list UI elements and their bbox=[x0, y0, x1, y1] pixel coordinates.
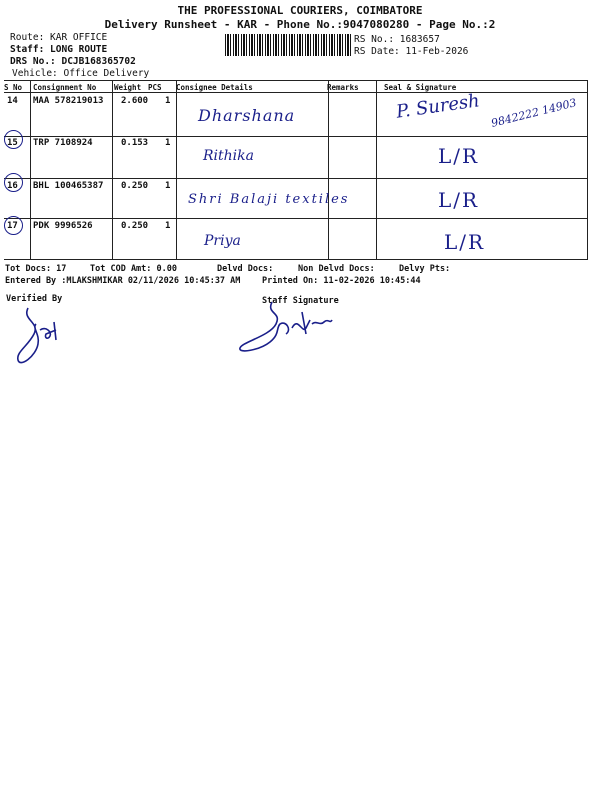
col-divider bbox=[30, 80, 31, 259]
col-header-consignee: Consignee Details bbox=[176, 83, 253, 92]
table-top-border bbox=[4, 80, 588, 81]
col-divider bbox=[587, 80, 588, 259]
col-header-consignment: Consignment No bbox=[33, 83, 97, 92]
row-weight: 0.250 bbox=[121, 221, 149, 231]
consignee-handwriting: Priya bbox=[204, 233, 241, 249]
verified-by-label: Verified By bbox=[6, 294, 63, 304]
staff-signature-label: Staff Signature bbox=[262, 296, 339, 306]
verified-by-signature bbox=[10, 300, 80, 370]
row-consignment: TRP 7108924 bbox=[33, 138, 93, 148]
consignee-handwriting: Shri Balaji textiles bbox=[188, 192, 350, 207]
seal-phone-note: 9842222 14903 bbox=[489, 96, 578, 130]
col-header-sno: S No bbox=[4, 83, 23, 92]
staff-signature-scribble bbox=[236, 298, 346, 358]
col-divider bbox=[176, 80, 177, 259]
col-divider bbox=[112, 80, 113, 259]
total-docs: Tot Docs: 17 bbox=[5, 264, 67, 274]
vehicle-label: Vehicle: Office Delivery bbox=[12, 68, 150, 79]
row-pcs: 1 bbox=[165, 181, 171, 191]
row-pcs: 1 bbox=[165, 221, 171, 231]
row-pcs: 1 bbox=[165, 96, 171, 106]
staff-label: Staff: LONG ROUTE bbox=[10, 44, 108, 55]
row-sno: 14 bbox=[7, 96, 18, 106]
delivered-docs: Delvd Docs: bbox=[217, 264, 274, 274]
delivery-points: Delvy Pts: bbox=[399, 264, 451, 274]
company-title: THE PROFESSIONAL COURIERS, COIMBATORE bbox=[177, 4, 423, 17]
route-label: Route: KAR OFFICE bbox=[10, 32, 108, 43]
row-weight: 2.600 bbox=[121, 96, 149, 106]
printed-on: Printed On: 11-02-2026 10:45:44 bbox=[262, 276, 421, 286]
col-header-weight: Weight bbox=[114, 83, 142, 92]
entered-by: Entered By :MLAKSHMIKAR 02/11/2026 10:45:37 AM bbox=[5, 276, 241, 286]
consignee-handwriting: Rithika bbox=[203, 148, 254, 164]
row-sno: 15 bbox=[7, 138, 18, 148]
row-weight: 0.153 bbox=[121, 138, 149, 148]
row-pcs: 1 bbox=[165, 138, 171, 148]
runsheet-subtitle: Delivery Runsheet - KAR - Phone No.:9047080280 - Page No.:2 bbox=[104, 18, 496, 31]
rs-number: RS No.: 1683657 bbox=[354, 34, 440, 45]
row-consignment: BHL 100465387 bbox=[33, 181, 104, 191]
header-bottom-border bbox=[4, 92, 588, 93]
consignee-handwriting: Dharshana bbox=[198, 106, 296, 125]
col-header-seal: Seal & Signature bbox=[384, 83, 457, 92]
drs-number: DRS No.: DCJB168365702 bbox=[10, 56, 136, 67]
row-sno: 16 bbox=[7, 181, 18, 191]
barcode bbox=[225, 34, 351, 56]
row-divider bbox=[4, 178, 588, 179]
seal-lr-mark: L/R bbox=[438, 188, 480, 212]
table-bottom-border bbox=[4, 259, 588, 260]
row-consignment: PDK 9996526 bbox=[33, 221, 93, 231]
col-header-remarks: Remarks bbox=[327, 83, 359, 92]
row-divider bbox=[4, 136, 588, 137]
row-weight: 0.250 bbox=[121, 181, 149, 191]
col-divider bbox=[376, 80, 377, 259]
col-header-pcs: PCS bbox=[148, 83, 162, 92]
row-sno: 17 bbox=[7, 221, 18, 231]
total-cod-amount: Tot COD Amt: 0.00 bbox=[90, 264, 177, 274]
col-divider bbox=[328, 80, 329, 259]
seal-lr-mark: L/R bbox=[438, 144, 480, 168]
rs-date: RS Date: 11-Feb-2026 bbox=[354, 46, 469, 57]
seal-signature: P. Suresh bbox=[394, 90, 481, 123]
row-consignment: MAA 578219013 bbox=[33, 96, 104, 106]
row-divider bbox=[4, 218, 588, 219]
non-delivered-docs: Non Delvd Docs: bbox=[298, 264, 375, 274]
seal-lr-mark: L/R bbox=[444, 230, 486, 254]
